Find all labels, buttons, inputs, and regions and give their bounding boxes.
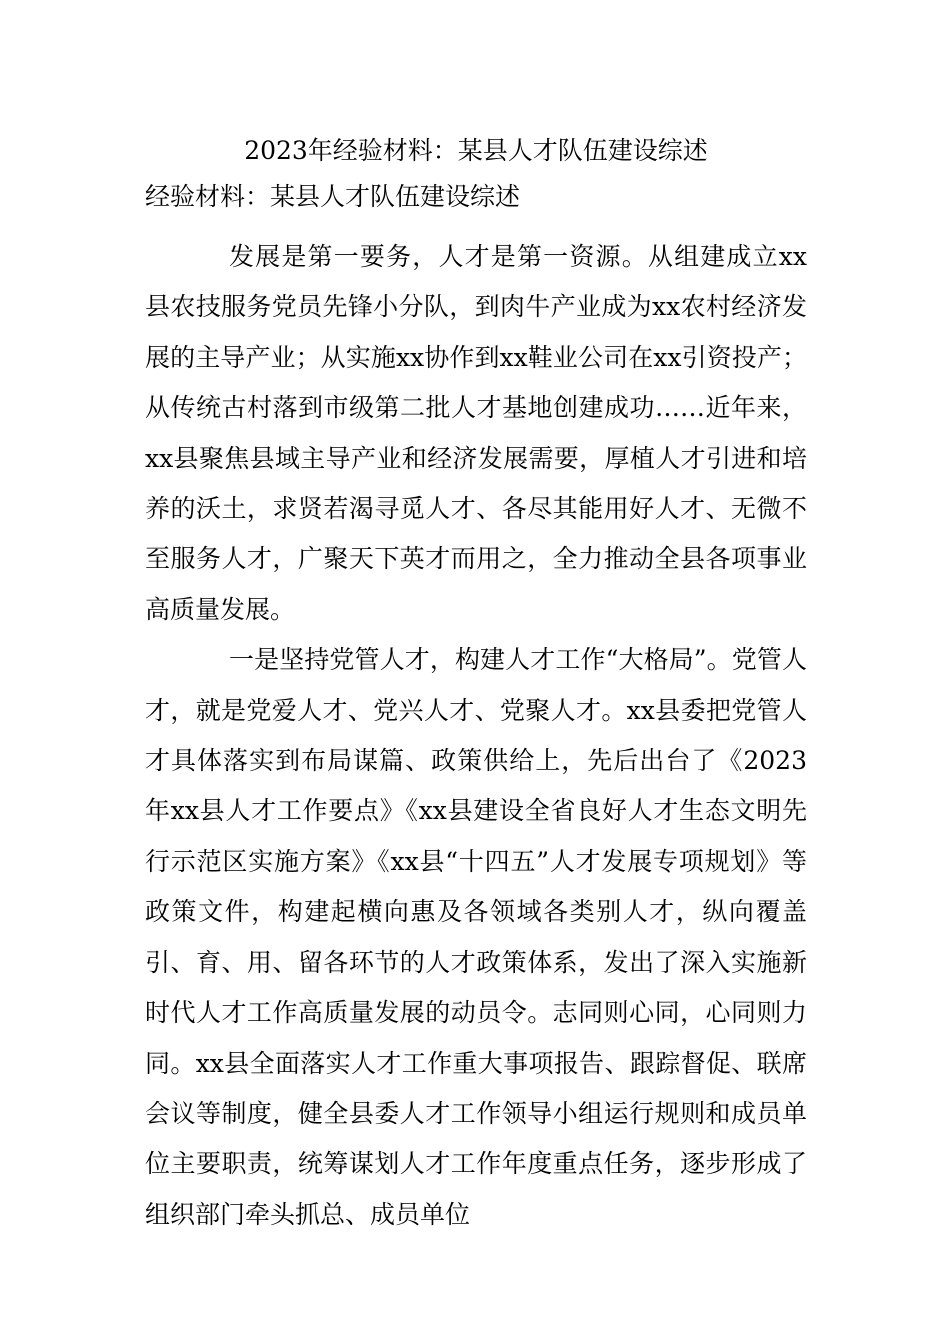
document-title: 2023年经验材料：某县人才队伍建设综述	[244, 136, 708, 165]
paragraph-party-leadership: 一是坚持党管人才，构建人才工作“大格局”。党管人才，就是党爱人才、党兴人才、党聚人才。xx县委把党管人才具体落实到布局谋篇、政策供给上，先后出台了《2023年xx县人才工作要点》《xx县建设全省良好人才生态文明先行示范区实施方案》《xx县“十四五”人才发展专项规划》等政策文件，构建起横向惠及各领域各类别人才，纵向覆盖引、育、用、留各环节的人才政策体系，发出了深入实施新时代人才工作高质量发展的动员令。志同则心同，心同则力同。xx县全面落实人才工作重大事项报告、跟踪督促、联席会议等制度，健全县委人才工作领导小组运行规则和成员单位主要职责，统筹谋划人才工作年度重点任务，逐步形成了组织部门牵头抓总、成员单位	[145, 645, 807, 1229]
document-subtitle: 经验材料：某县人才队伍建设综述	[145, 182, 521, 211]
document-page	[145, 128, 807, 1240]
paragraph-intro: 发展是第一要务，人才是第一资源。从组建成立xx县农技服务党员先锋小分队，到肉牛产业成为xx农村经济发展的主导产业；从实施xx协作到xx鞋业公司在xx引资投产；从传统古村落到市级第二批人才基地创建成功……近年来，xx县聚焦县域主导产业和经济发展需要，厚植人才引进和培养的沃土，求贤若渴寻觅人才、各尽其能用好人才、无微不至服务人才，广聚天下英才而用之，全力推动全县各项事业高质量发展。	[145, 242, 807, 624]
